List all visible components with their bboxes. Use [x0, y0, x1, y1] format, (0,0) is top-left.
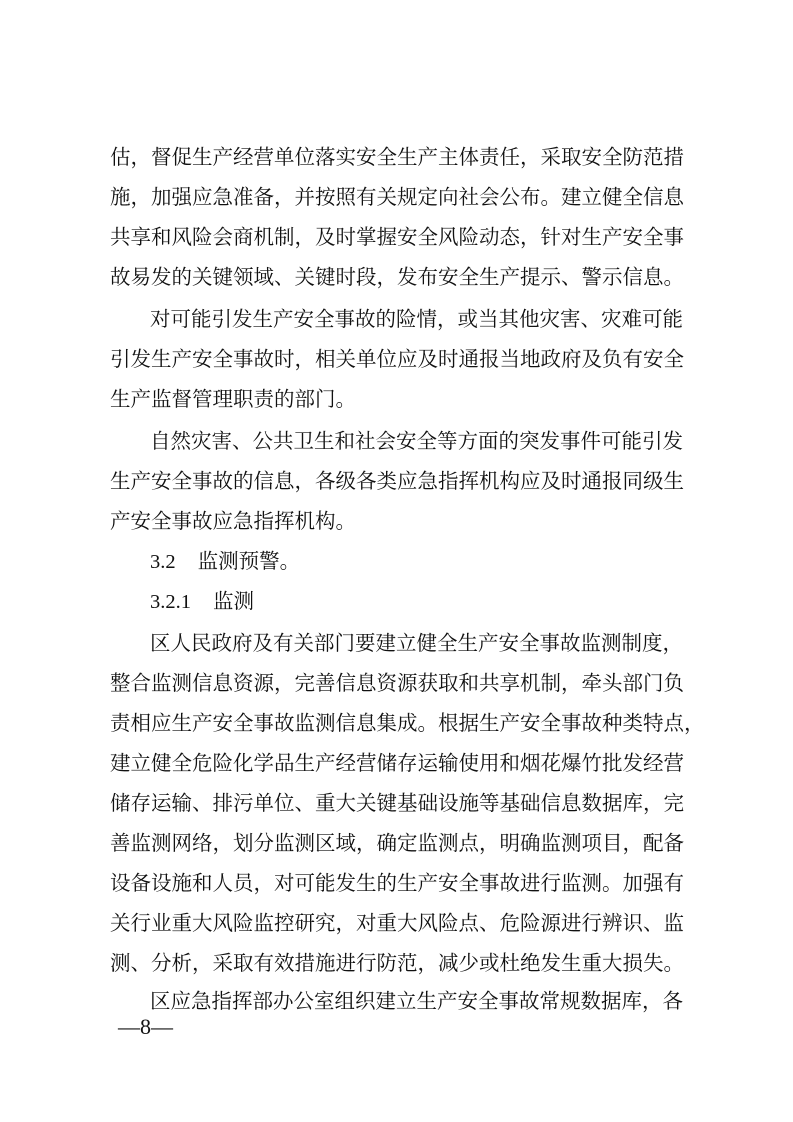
paragraph-line: 生产监督管理职责的部门。: [110, 387, 356, 411]
paragraph-line: 整合监测信息资源，完善信息资源获取和共享机制，牵头部门负: [110, 671, 684, 695]
subsection-heading: [150, 582, 254, 620]
paragraph-line: 共享和风险会商机制，及时掌握安全风险动态，针对生产安全事: [110, 225, 684, 249]
section-number: 3.2: [150, 551, 176, 573]
paragraph-line: 关行业重大风险监控研究，对重大风险点、危险源进行辨识、监: [110, 911, 684, 935]
paragraph-line: 储存运输、排污单位、重大关键基础设施等基础信息数据库，完: [110, 791, 684, 815]
paragraph-line: 故易发的关键领域、关键时段，发布安全生产提示、警示信息。: [110, 265, 684, 289]
paragraph-line: 区应急指挥部办公室组织建立生产安全事故常规数据库，各: [150, 989, 683, 1013]
subsection-title: 监测: [213, 589, 254, 613]
paragraph-line: 建立健全危险化学品生产经营储存运输使用和烟花爆竹批发经营: [110, 751, 684, 775]
paragraph-line: 区人民政府及有关部门要建立健全生产安全事故监测制度，: [150, 631, 683, 655]
paragraph-line: 估，督促生产经营单位落实安全生产主体责任，采取安全防范措: [110, 145, 684, 169]
paragraph-line: 施，加强应急准备，并按照有关规定向社会公布。建立健全信息: [110, 185, 684, 209]
paragraph-line: 善监测网络，划分监测区域，确定监测点，明确监测项目，配备: [110, 831, 684, 855]
paragraph-line: 生产安全事故的信息，各级各类应急指挥机构应及时通报同级生: [110, 469, 684, 493]
paragraph-line: 自然灾害、公共卫生和社会安全等方面的突发事件可能引发: [150, 429, 683, 453]
subsection-number: 3.2.1: [150, 591, 191, 613]
paragraph-line: 设备设施和人员，对可能发生的生产安全事故进行监测。加强有: [110, 871, 684, 895]
paragraph-line: 对可能引发生产安全事故的险情，或当其他灾害、灾难可能: [150, 307, 683, 331]
section-heading: [150, 542, 300, 580]
section-title: 监测预警。: [197, 549, 301, 573]
page-number: —8—: [118, 1014, 173, 1039]
paragraph-line: 引发生产安全事故时，相关单位应及时通报当地政府及负有安全: [110, 347, 684, 371]
paragraph-line: 产安全事故应急指挥机构。: [110, 509, 356, 533]
paragraph-line: 责相应生产安全事故监测信息集成。根据生产安全事故种类特点，: [110, 711, 705, 735]
paragraph-line: 测、分析，采取有效措施进行防范，减少或杜绝发生重大损失。: [110, 951, 684, 975]
